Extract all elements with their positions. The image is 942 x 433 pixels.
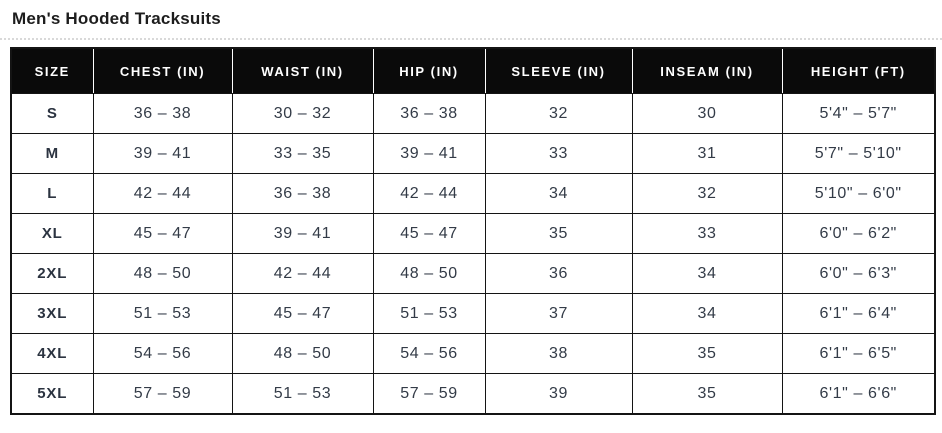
hip-value: 45 – 47 [373,214,485,254]
table-row-4xl [11,334,935,374]
hip-value: 42 – 44 [373,174,485,214]
column-header-hip: HIP (IN) [373,48,485,94]
height-value: 5'7" – 5'10" [782,134,935,174]
size-label: 4XL [11,334,93,374]
table-row-xl [11,214,935,254]
column-header-chest: CHEST (IN) [93,48,232,94]
height-value: 6'1" – 6'6" [782,374,935,415]
table-row-s [11,94,935,134]
waist-value: 33 – 35 [232,134,373,174]
size-label: 5XL [11,374,93,415]
sleeve-value: 35 [485,214,632,254]
sleeve-value: 37 [485,294,632,334]
waist-value: 36 – 38 [232,174,373,214]
size-label: 3XL [11,294,93,334]
waist-value: 51 – 53 [232,374,373,415]
inseam-value: 34 [632,294,782,334]
page-title: Men's Hooded Tracksuits [12,9,221,28]
size-label: XL [11,214,93,254]
size-chart-table [10,47,936,415]
height-value: 6'1" – 6'4" [782,294,935,334]
waist-value: 45 – 47 [232,294,373,334]
sleeve-value: 33 [485,134,632,174]
table-row-2xl [11,254,935,294]
inseam-value: 32 [632,174,782,214]
height-value: 6'0" – 6'3" [782,254,935,294]
inseam-value: 35 [632,334,782,374]
hip-value: 36 – 38 [373,94,485,134]
height-value: 6'0" – 6'2" [782,214,935,254]
hip-value: 48 – 50 [373,254,485,294]
chest-value: 39 – 41 [93,134,232,174]
height-value: 5'4" – 5'7" [782,94,935,134]
waist-value: 48 – 50 [232,334,373,374]
title-bar [0,0,942,40]
height-value: 6'1" – 6'5" [782,334,935,374]
column-header-waist: WAIST (IN) [232,48,373,94]
hip-value: 54 – 56 [373,334,485,374]
inseam-value: 35 [632,374,782,415]
inseam-value: 31 [632,134,782,174]
sleeve-value: 34 [485,174,632,214]
column-header-size: SIZE [11,48,93,94]
table-row-3xl [11,294,935,334]
chest-value: 36 – 38 [93,94,232,134]
hip-value: 57 – 59 [373,374,485,415]
size-label: S [11,94,93,134]
column-header-height: HEIGHT (FT) [782,48,935,94]
inseam-value: 34 [632,254,782,294]
chest-value: 42 – 44 [93,174,232,214]
chest-value: 51 – 53 [93,294,232,334]
inseam-value: 30 [632,94,782,134]
chest-value: 57 – 59 [93,374,232,415]
waist-value: 30 – 32 [232,94,373,134]
size-label: 2XL [11,254,93,294]
size-label: M [11,134,93,174]
column-header-inseam: INSEAM (IN) [632,48,782,94]
chest-value: 48 – 50 [93,254,232,294]
waist-value: 42 – 44 [232,254,373,294]
sleeve-value: 32 [485,94,632,134]
sleeve-value: 38 [485,334,632,374]
waist-value: 39 – 41 [232,214,373,254]
size-label: L [11,174,93,214]
chest-value: 45 – 47 [93,214,232,254]
chest-value: 54 – 56 [93,334,232,374]
hip-value: 51 – 53 [373,294,485,334]
table-row-l [11,174,935,214]
column-header-sleeve: SLEEVE (IN) [485,48,632,94]
sleeve-value: 36 [485,254,632,294]
sleeve-value: 39 [485,374,632,415]
table-row-m [11,134,935,174]
height-value: 5'10" – 6'0" [782,174,935,214]
header-row [11,48,935,94]
inseam-value: 33 [632,214,782,254]
table-row-5xl [11,374,935,415]
hip-value: 39 – 41 [373,134,485,174]
